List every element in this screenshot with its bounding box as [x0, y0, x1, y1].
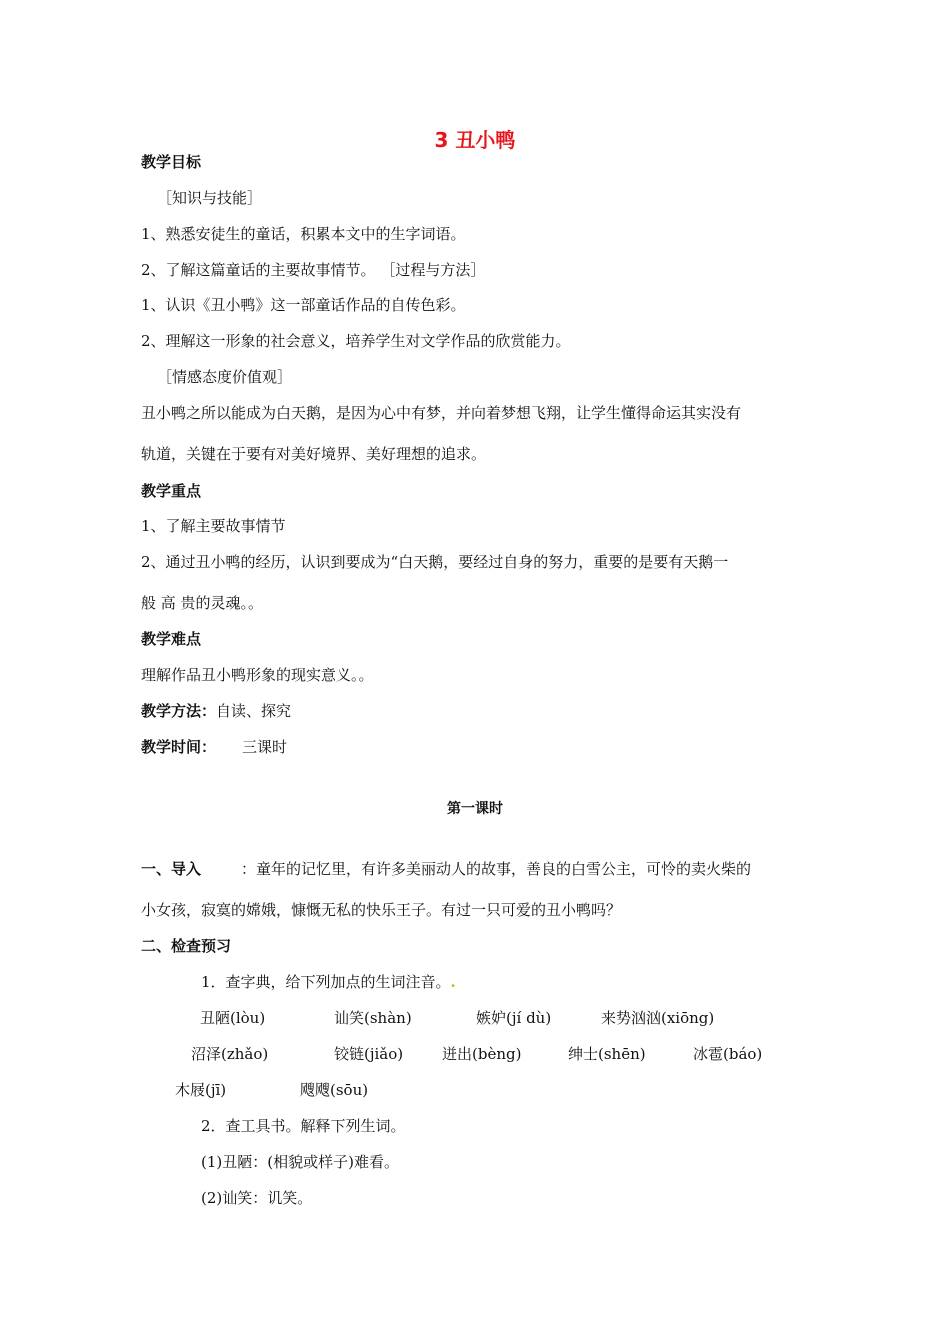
emotion-values-label: ［情感态度价值观］ — [157, 368, 293, 386]
knowledge-skills-label: ［知识与技能］ — [157, 189, 263, 207]
objective-line: 1、熟悉安徒生的童话，积累本文中的生字词语。 — [141, 225, 466, 243]
vocab-word: 铰链(jiǎo) — [334, 1045, 404, 1063]
dot-mark: . — [450, 973, 456, 991]
objectives-heading: 教学目标 — [141, 153, 202, 171]
objective-line: 2、理解这一形象的社会意义，培养学生对文学作品的欣赏能力。 — [141, 332, 571, 350]
vocab-word: 讪笑(shàn) — [334, 1009, 412, 1027]
focus-heading: 教学重点 — [141, 482, 202, 500]
difficulty-line: 理解作品丑小鸭形象的现实意义。。 — [141, 666, 374, 684]
focus-line: 2、通过丑小鸭的经历，认识到要成为“白天鹅，要经过自身的努力，重要的是要有天鹅一 — [141, 553, 729, 571]
difficulty-heading: 教学难点 — [141, 630, 202, 648]
vocab-word: 木屐(jī) — [175, 1081, 227, 1099]
objective-line: 2、了解这篇童话的主要故事情节。 ［过程与方法］ — [141, 261, 486, 279]
objective-paragraph: 丑小鸭之所以能成为白天鹅，是因为心中有梦，并向着梦想飞翔，让学生懂得命运其实没有 — [141, 404, 742, 422]
vocab-word: 迸出(bèng) — [442, 1045, 522, 1063]
vocab-word: 冰雹(báo) — [693, 1045, 763, 1063]
method-row — [141, 701, 291, 721]
time-row — [141, 737, 287, 757]
time-label: 教学时间： — [141, 738, 217, 756]
question-text: 1．查字典，给下列加点的生词注音。 — [201, 973, 451, 991]
objective-paragraph: 轨道，关键在于要有对美好境界、美好理想的追求。 — [141, 445, 487, 463]
objective-line: 1、认识《丑小鸭》这一部童话作品的自传色彩。 — [141, 296, 466, 314]
method-label: 教学方法： — [141, 702, 217, 720]
method-value: 自读、探究 — [216, 702, 292, 720]
focus-line: 1、了解主要故事情节 — [141, 517, 286, 535]
vocab-word: 飕飕(sōu) — [300, 1081, 369, 1099]
intro-text: ：童年的记忆里，有许多美丽动人的故事，善良的白雪公主，可怜的卖火柴的 — [241, 860, 752, 878]
preview-heading: 二、检查预习 — [141, 937, 232, 955]
vocab-word: 沼泽(zhǎo) — [191, 1045, 269, 1063]
document-title: 3 丑小鸭 — [434, 128, 516, 152]
intro-text: 小女孩，寂寞的嫦娥，慷慨无私的快乐王子。有过一只可爱的丑小鸭吗？ — [141, 901, 622, 919]
vocab-word: 绅士(shēn) — [568, 1045, 646, 1063]
definition-line: (2)讪笑：讥笑。 — [201, 1189, 313, 1207]
intro-label: 一、导入 — [141, 860, 202, 878]
preview-question: 2．查工具书。解释下列生词。 — [201, 1117, 406, 1135]
vocab-word: 嫉妒(jí dù) — [476, 1009, 552, 1027]
focus-line: 般 高 贵的灵魂。。 — [141, 594, 264, 612]
vocab-word: 丑陋(lòu) — [200, 1009, 266, 1027]
preview-question — [201, 972, 456, 992]
definition-line: (1)丑陋：(相貌或样子)难看。 — [201, 1153, 399, 1171]
vocab-word: 来势汹汹(xiōng) — [601, 1009, 715, 1027]
time-value: 三课时 — [242, 738, 288, 756]
lesson-title: 第一课时 — [447, 801, 503, 817]
